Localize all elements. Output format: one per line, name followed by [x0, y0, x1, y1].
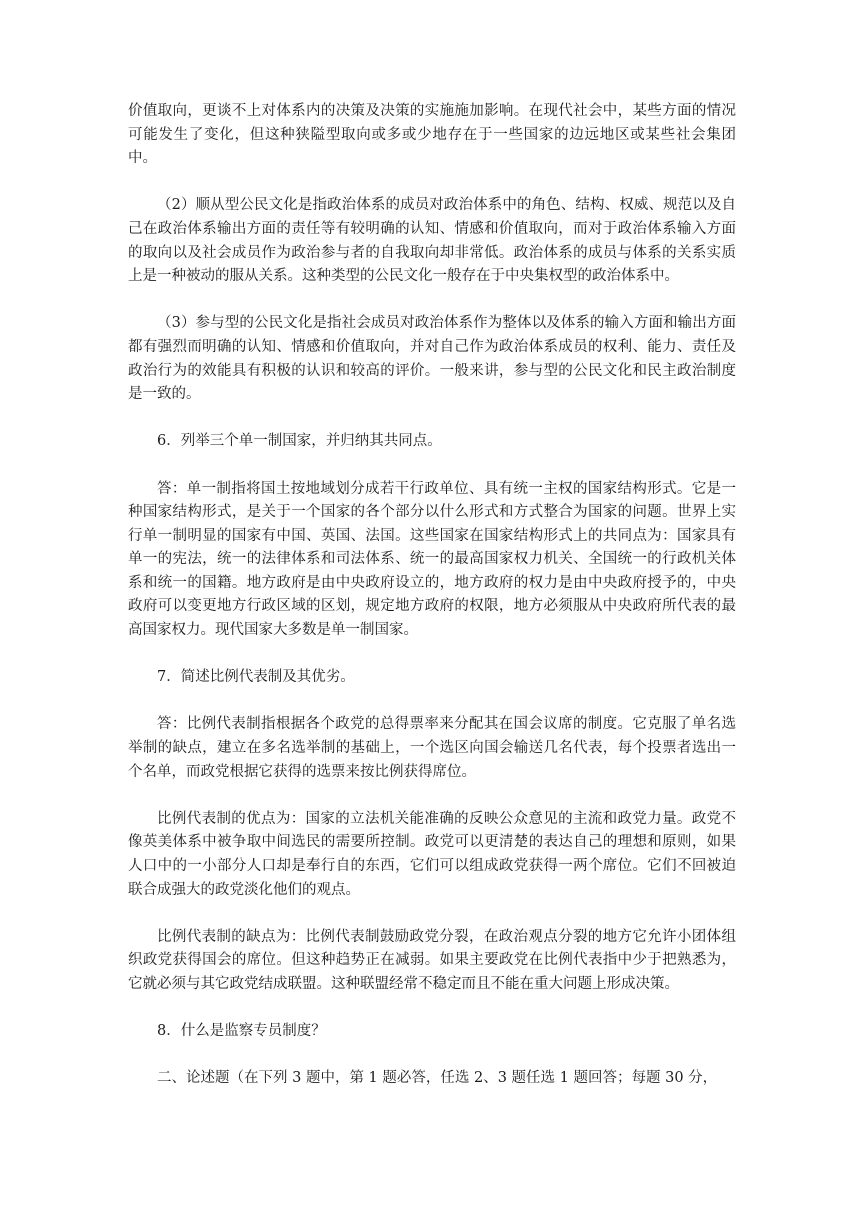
question-7: 7．简述比例代表制及其优劣。 [157, 669, 355, 686]
document-body [128, 100, 736, 1115]
paragraph-conformist-culture: （2）顺从型公民文化是指政治体系的成员对政治体系中的角色、结构、权威、规范以及自己在政治体系输出方面的责任等有较明确的认知、情感和价值取向，而对于政治体系输入方面的取向以及社会成员作为政治参与者的自我取向却非常低。政治体系的成员与体系的关系实质上是一种被动的服从关系。这种类型的公民文化一般存在于中央集权型的政治体系中。 [128, 197, 736, 285]
answer-6: 答：单一制指将国土按地域划分成若干行政单位、具有统一主权的国家结构形式。它是一种国家结构形式，是关于一个国家的各个部分以什么形式和方式整合为国家的问题。世界上实行单一制明显的国家有中国、英国、法国。这些国家在国家结构形式上的共同点为：国家具有单一的宪法，统一的法律体系和司法体系、统一的最高国家权力机关、全国统一的行政机关体系和统一的国籍。地方政府是由中央政府设立的，地方政府的权力是由中央政府授予的，中央政府可以变更地方行政区域的区划，规定地方政府的权限，地方必须服从中央政府所代表的最高国家权力。现代国家大多数是单一制国家。 [128, 480, 736, 639]
answer-7-disadvantages: 比例代表制的缺点为：比例代表制鼓励政党分裂，在政治观点分裂的地方它允许小团体组织政党获得国会的席位。但这种趋势正在减弱。如果主要政党在比例代表指中少于把熟悉为，它就必须与其它政党结成联盟。这种联盟经常不稳定而且不能在重大问题上形成决策。 [128, 928, 736, 992]
paragraph-participant-culture: （3）参与型的公民文化是指社会成员对政治体系作为整体以及体系的输入方面和输出方面都有强烈而明确的认知、情感和价值取向，并对自己作为政治体系成员的权利、能力、责任及政治行为的效能具有积极的认识和较高的评价。一般来讲，参与型的公民文化和民主政治制度是一致的。 [128, 315, 736, 403]
answer-7-advantages: 比例代表制的优点为：国家的立法机关能准确的反映公众意见的主流和政党力量。政党不像英美体系中被争取中间选民的需要所控制。政党可以更清楚的表达自己的理想和原则，如果人口中的一小部分人口却是奉行自的东西，它们可以组成政党获得一两个席位。它们不回被迫联合成强大的政党淡化他们的观点。 [128, 810, 736, 898]
question-6: 6．列举三个单一制国家，并归纳其共同点。 [157, 433, 442, 450]
section-heading-essay: 二、论述题（在下列 3 题中，第 1 题必答，任选 2、3 题任选 1 题回答；每题 30 分， [157, 1070, 718, 1087]
question-8: 8．什么是监察专员制度？ [157, 1023, 326, 1040]
answer-7: 答：比例代表制指根据各个政党的总得票率来分配其在国会议席的制度。它克服了单名选举制的缺点，建立在多名选举制的基础上，一个选区向国会输送几名代表，每个投票者选出一个名单，而政党根据它获得的选票来按比例获得席位。 [128, 716, 736, 780]
paragraph-continuation: 价值取向，更谈不上对体系内的决策及决策的实施施加影响。在现代社会中，某些方面的情况可能发生了变化，但这种狭隘型取向或多或少地存在于一些国家的边远地区或某些社会集团中。 [128, 103, 736, 167]
